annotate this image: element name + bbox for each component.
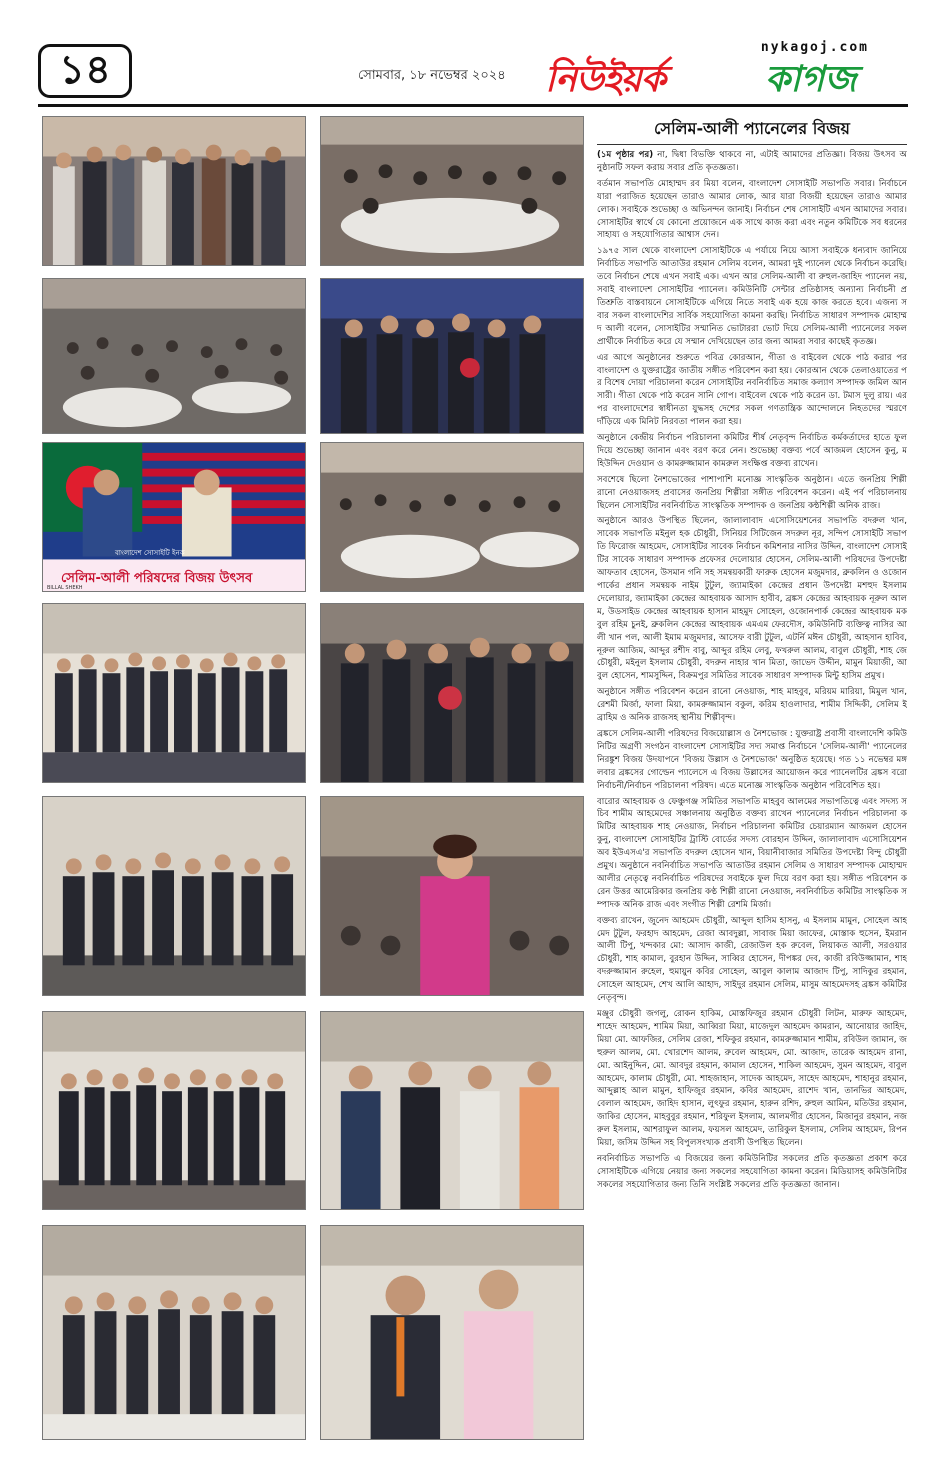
article-column (597, 118, 907, 1448)
photo-2 (320, 116, 584, 266)
photo-4 (320, 278, 584, 434)
headline-rule (597, 144, 907, 145)
photo-12 (320, 1011, 584, 1210)
article-paragraph: অনুষ্ঠানে আরও উপস্থিত ছিলেন, জালালাবাদ এসোসিয়েশনের সভাপতি বদরুল খান, সাবেক সভাপতি মইনুল হক চৌধুরী, সিনিয়র সিটিজেন সদরুল নূর, সন্দিপ সোসাইটি সভাপতি ফিরোজ আহমেদ, সোসাইটির সাবেক নির্বাচন কমিশনার নাসির উদ্দিন, বাংলাদেশ সোসাইটির সাবেক সাধারণ সম্পাদক প্রফেসর দেলোয়ার হোসেন, সেলিম-আলী পরিষদের উপদেষ্টা আফতাব হোসেন, উসমান গনি সহ সমন্বয়কারী ফারুক হোসেন মজুমদার, ব্রুকলিন ও ওজোন পার্কের প্রধান সমন্বয়ক নাইম টুটুল, জ্যামাইকা কেন্দ্রের প্রধান উপদেষ্টা মশহুদ ইসলাম দেলোয়ার, জ্যামাইকা কেন্দ্রের আহবায়ক আসাদ হাবীব, ব্রঙ্কস কেন্দ্রের আহবায়ক নূরুল আলম, উডসাইড কেন্দ্রের আহবায়ক হাসান মাহমুদ সোহেল, ওজোনপার্ক কেন্দ্রের আহবায়ক মকবুল রহিম চুনই, ব্রুকলিন কেন্দ্রের আহবায়ক এমএম ফেরদৌস, কমিউনিটি ব্যক্তিত্ব নাসির আলী খান পল, আলী ইমাম মজুমদার, আসেফ বারী টুটুল, এটর্নি মঈন চৌধুরী, আহসান হাবিব, নূরুল আজিম, আব্দুর রশীদ বাবু, আব্দুর রহিম লেবু, ফখরুল আলম, বাবুল চৌধুরী, শাহ জে চৌধুরী, মইনুল ইসলাম চৌধুরী, বদরুন নাহার খান মিতা, জাভেদ উদ্দীন, মামুন মিয়াজী, আবুল হোসেন, শামসুদ্দিন, বিক্রমপুর সমিতির সাবেক সাধারণ সম্পাদক মিন্টু হাসিম প্রমুখ। (597, 516, 907, 682)
audience-photo (321, 117, 583, 265)
article-paragraph: এর আগে অনুষ্ঠানের শুরুতে পবিত্র কোরআন, গীতা ও বাইবেল থেকে পাঠ করার পর বাংলাদেশ ও যুক্তরাষ্ট্রের জাতীয় সঙ্গীত পরিবেশন করা হয়। কোরআন থেকে তেলাওয়াতের পর বিশেষ দোয়া পরিচালনা করেন সোসাইটির নবনির্বাচিত সমাজ কল্যাণ সম্পাদক জমিল আনসারী। গীতা থেকে পাঠ করেন সানি গোপ। বাইবেল থেকে পাঠ করেন ডা. টমাস দুলু রায়। এরপর বাংলাদেশের স্বাধীনতা যুদ্ধসহ দেশের সকল গণতান্ত্রিক আন্দোলনে নিহতদের স্মরণে দাঁড়িয়ে এক মিনিট নিরবতা পালন করা হয়। (597, 352, 907, 428)
group-photo (321, 1012, 583, 1209)
photo-5 (42, 442, 306, 592)
article-paragraph: নবনির্বাচিত সভাপতি এ বিজয়ের জন্য কমিউনিটির সকলের প্রতি কৃতজ্ঞতা প্রকাশ করে সোসাইটিকে এগিয়ে নেয়ার জন্য সকলের সহযোগিতা কামনা করেন। মিডিয়াসহ কমিউনিটির সকলের সহযোগিতার জন্য তিনি সংশ্লিষ্ট সকলের প্রতি কৃতজ্ঞতা জানান। (597, 1153, 907, 1190)
article-lead: (১ম পৃষ্ঠার পর) (597, 150, 654, 160)
photo-credit: BILLAL SHEKH (47, 585, 83, 591)
photo-9 (42, 796, 306, 996)
photo-8 (320, 603, 584, 783)
article-paragraph: সবশেষে ছিলো নৈশভোজের পাশাপাশি মনোজ্ঞ সাংস্কৃতিক অনুষ্ঠান। এতে জনপ্রিয় শিল্পী রানো নেওয়াজসহ প্রবাসের জনপ্রিয় শিল্পীরা সঙ্গীত পরিবেশন করেন। এই পর্ব পরিচালনায় ছিলেন সোসাইটির নবনির্বাচিত সাংস্কৃতিক সম্পাদক ও জনপ্রিয় কন্ঠশিল্পী অনিক রাজ। (597, 474, 907, 511)
photo-7 (42, 603, 306, 783)
group-photo (43, 1226, 305, 1439)
page-number: ১৪ (38, 44, 132, 98)
article-paragraph: অনুষ্ঠানে সঙ্গীত পরিবেশন করেন রানো নেওয়াজ, শাহ মাহবুব, মরিয়ম মারিয়া, মিমুল খান, রেশমী মির্জা, ফালা মিয়া, কামরুজ্জামান বকুল, করিম হাওলাদার, শামীম সিদ্দিকী, সেলিম ইব্রাহিম ও অনিক রাজসহ স্থানীয় শিল্পীবৃন্দ। (597, 687, 907, 724)
audience-photo (43, 279, 305, 433)
article-paragraph: ১৯৭৫ সাল থেকে বাংলাদেশ সোসাইটিকে এ পর্যায়ে নিয়ে আসা সবাইকে ধন্যবাদ জানিয়ে নির্বাচিত সভাপতি আতাউর রহমান সেলিম বলেন, আমরা দুই প্যানেল থেকে নির্বাচন করেছি। তবে নির্বাচন শেষে এখন সবাই এক। এখন আর সেলিম-আলী বা রুহুল-জাহিদ প্যানেল নয়, সবাই বাংলাদেশ সোসাইটির প্যানেল। কমিউনিটি সেন্টার প্রতিষ্ঠাসহ অন্যান্য নির্বাচনী প্রতিশ্রুতি বাস্তবায়নে সোসাইটিকে এগিয়ে নিতে সবাই এক হয়ে কাজ করতে হবে। এজন্য সবার সকল বাংলাদেশির সার্বিক সহযোগিতা কামনা করছি। নির্বাচিত সাধারণ সম্পাদক মোহাম্মদ আলী বলেন, সোসাইটির সম্মানিত ভোটাররা ভোট দিয়ে সেলিম-আলী প্যানেলের সকল প্রার্থীকে নির্বাচিত করে যে সম্মান দেখিয়েছেন তার জন্য আমরা সবার কাছেই কৃতজ্ঞ। (597, 246, 907, 347)
photo-14 (320, 1225, 584, 1440)
article-paragraph: বর্তমান সভাপতি মোহাম্মদ রব মিয়া বলেন, বাংলাদেশ সোসাইটি সভাপতি সবার। নির্বাচনে যারা পরাজিত হয়েছেন তারাও আমার লোক, আর যারা বিজয়ী হয়েছেন তারাও আমার লোক। সবাইকে শুভেচ্ছা ও অভিনন্দন জানাই। নির্বাচন শেষ সোসাইটি এখন আমাদের সবার। সোসাইটির স্বার্থে যে কোনো প্রয়োজনে এক সাথে কাজ করা এবং নতুন কমিটিকে সব ধরনের সাহায্য ও সহযোগিতার আশ্বাস দেন। (597, 178, 907, 241)
banner-title-text: সেলিম-আলী পরিষদের বিজয় উৎসব (61, 571, 253, 586)
masthead-name-green: কাগজ (765, 59, 857, 100)
duo-photo (321, 1226, 583, 1439)
photo-1 (42, 116, 306, 266)
issue-date: সোমবার, ১৮ নভেম্বর ২০২৪ (358, 68, 506, 83)
article-paragraph: বক্তব্য রাখেন, জুনেদ আহমেদ চৌধুরী, আব্দুল হাসিম হাসনু, এ ইসলাম মামুন, সোহেল আহমেদ টুটুল, ফরহাদ আহমেদ, রেজা আবদুল্লা, সাবাজ মিয়া জাফের, মোস্তাক হুসেন, ইমরান আলী টিপু, খন্দকার মো: আসাদ কাজী, রেজাউল হক রুবেল, লিয়াকত আলী, সরওয়ার চৌধুরী, শাহ কামাল, বুরহান উদ্দিন, সাব্বির হোসেন, দীপঙ্কর দেব, কাজী রবিউজ্জামান, শাহ বদরুজ্জামান রুহেল, হুমায়ুন কবির সোহেল, আবুল কালাম আজাদ টিপু, সাদিকুর রহমান, সোহেল আহমেদ, শেখ আলি আহাদ, সাইদুর রহমান সেলিম, মাসুম আহমেদসহ ব্রঙ্কস কমিটির নেতৃবৃন্দ। (597, 915, 907, 1004)
group-photo (43, 797, 305, 995)
flower-greeting-photo (321, 604, 583, 782)
singer-photo (321, 797, 583, 995)
article-paragraph: ব্রঙ্কসে সেলিম-আলী পরিষদের বিজয়োল্লাস ও নৈশভোজ : যুক্তরাষ্ট্র প্রবাসী বাংলাদেশি কমিউনিটির অগ্রণী সংগঠন বাংলাদেশ সোসাইটির সদ্য সমাপ্ত নির্বাচনে 'সেলিম-আলী' প্যানেলের নিরঙ্কুশ বিজয় উদযাপনে 'বিজয় উল্লাস ও নৈশভোজ' অনুষ্ঠিত হয়েছে। গত ১১ নভেম্বর মঙ্গলবার ব্রঙ্কসের গোল্ডেন প্যালেসে এ বিজয় উল্লাসের আয়োজন করে প্যানেলটির ব্রঙ্কস বরো নির্বাচনী/নির্বাচন পরিচালনা পরিষদ। এতে মনোজ্ঞ সাংস্কৃতিক অনুষ্ঠান পরিবেশিত হয়। (597, 728, 907, 791)
group-photo (43, 1012, 305, 1209)
article-paragraph: বারোর আহবায়ক ও ফেঞ্চুগঞ্জ সমিতির সভাপতি মাহবুব আলমের সভাপতিত্বে এবং সদস্য সচিব শামীম আহমেদের সঞ্চালনায় অনুষ্ঠিত বক্তব্য রাখেন প্যানেলের নির্বাচন পরিচালনা কমিটির আহবায়ক শাহ নেওয়াজ, নির্বাচন পরিচালনা কমিটির চেয়ারম্যান আজমল হোসেন কুনু, বাংলাদেশ সোসাইটির ট্রাস্টি বোর্ডের সদস্য বোরহান উদ্দিন, জালালাবাদ এসোসিয়েশন অব ইউএসএ'র সভাপতি বদরুল হোসেন খান, বিয়ানীবাজার সমিতির উপদেষ্টা বিন্দু চৌধুরী প্রমুখ। অনুষ্ঠানে নবনির্বাচিত সভাপতি আতাউর রহমান সেলিম ও সাধারণ সম্পাদক মোহাম্মদ আলীর নেতৃত্বে নবনির্বাচিত পরিষদের সবাইকে ফুল দিয়ে বরণ করা হয়। সঙ্গীত পরিবেশন করেন উত্তর আমেরিকার জনপ্রিয় কণ্ঠ শিল্পী রানো নেওয়াজ, নবনির্বাচিত কমিটির সাংস্কৃতিক সম্পাদক অনিক রাজ এবং সংগীত শিল্পী রেশমি মির্জা। (597, 796, 907, 910)
article-paragraph: অনুষ্ঠানে কেন্দ্রীয় নির্বাচন পরিচালনা কমিটির শীর্ষ নেতৃবৃন্দ নির্বাচিত কর্মকর্তাদের হাতে ফুল দিয়ে শুভেচ্ছা জানান এবং বরণ করে নেন। শুভেচ্ছা বক্তব্য পর্বে আজমল হোসেন কুনু, মহিউদ্দিন দেওয়ান ও কামরুজ্জামান কামরুল সংক্ষিপ্ত বক্তব্য রাখেন। (597, 433, 907, 469)
banner-org-text: বাংলাদেশ সোসাইটি ইনক (115, 549, 185, 557)
audience-photo (321, 443, 583, 591)
header-rule (38, 104, 908, 107)
photo-3 (42, 278, 306, 434)
photo-11 (42, 1011, 306, 1210)
article-paragraph (597, 149, 907, 175)
photo-13 (42, 1225, 306, 1440)
article-headline: সেলিম-আলী প্যানেলের বিজয় (654, 119, 850, 138)
page-header (0, 0, 945, 104)
stage-photo (43, 117, 305, 265)
photo-10 (320, 796, 584, 996)
group-photo (43, 604, 305, 782)
article-paragraph-text: না, দ্বিধা বিভক্তি থাকবে না, এটাই আমাদের প্রতিজ্ঞা। বিজয় উৎসব অনুষ্ঠানটি সফল করায় সবার প্রতি কৃতজ্ঞতা। (597, 150, 907, 173)
felicitation-photo (321, 279, 583, 433)
newspaper-masthead (545, 42, 905, 100)
article-paragraph: মঞ্জুর চৌধুরী জগলু, রোকন হাকিম, মোস্তফিজুর রহমান চৌধুরী লিটন, মারুফ আহমেদ, শাহেদ আহমেদ, শামিম মিয়া, আব্বিরা মিয়া, মাজেদুল আহমেদ কামরান, আনোয়ার জাহিদ, মিয়া মো. আফজির, সেলিম রেজা, শফিকুর রহমান, কামরুজ্জামান শামীম, রবিউল জামান, জহুরুল আলম, মো. খোরশেদ আলম, রুবেল আহমেদ, মো. আজাদ, তারেক আহমেদ রানা, মো. আইনুদ্দিন, মো. আবদুর রহমান, কামাল হোসেন, শাকিল আহমেদ, সুমন আহমেদ, বাবুল আহমেদ, কালাম চৌধুরী, মো. শাহজাহান, সাদেক আহমেদ, সাহেদ আহমেদ, শাহানুর রহমান, আব্দুল্লাহ আল মামুন, হাফিজুর রহমান, কবির আহমেদ, রাশেদ খান, তানভির আহমেদ, বেলাল আহমেদ, জাহিদ হাসান, লুৎফুর রহমান, হারুন রশিদ, রুহুল আমিন, মতিউর রহমান, জাকির হোসেন, মাহবুবুর রহমান, শরিফুল ইসলাম, আলমগীর হোসেন, মিজানুর রহমান, নজরুল ইসলাম, আশরাফুল আলম, ফয়সল আহমেদ, তারিকুল ইসলাম, সেলিম আহমেদ, রিপন মিয়া, জসিম উদ্দিন সহ বিপুলসংখ্যক প্রবাসী উপস্থিত ছিলেন। (597, 1009, 907, 1149)
photo-6 (320, 442, 584, 592)
masthead-url: nykagoj.com (760, 40, 869, 55)
masthead-name-red: নিউইয়র্ক (545, 59, 665, 100)
